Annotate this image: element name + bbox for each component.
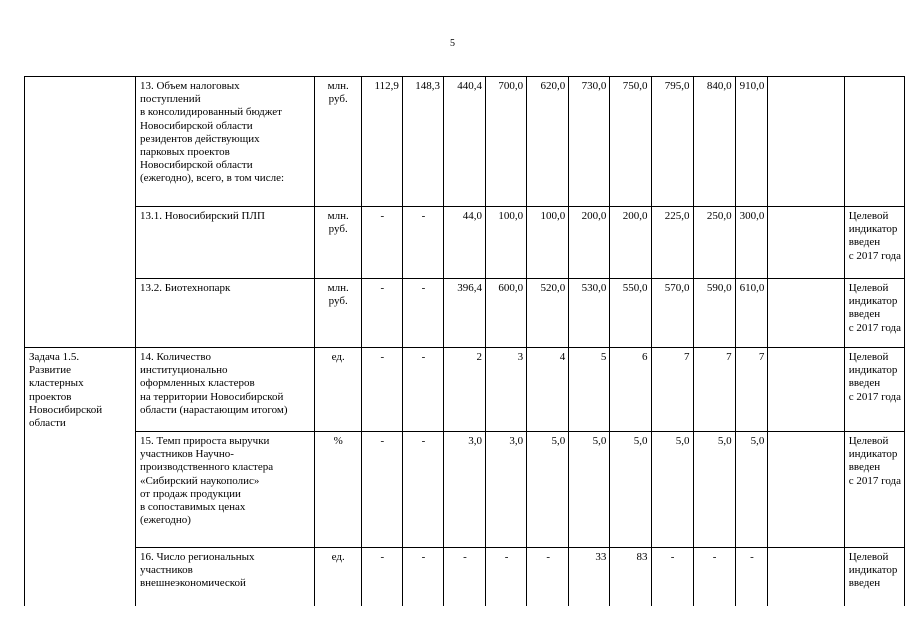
indicators-table — [24, 76, 905, 606]
value-cell: 5,0 — [651, 432, 693, 548]
value-cell: - — [361, 207, 402, 279]
unit-line: руб. — [328, 93, 348, 106]
indicator-line: 15. Темп прироста выручки — [139, 435, 270, 447]
value-cell: 44,0 — [443, 207, 485, 279]
value-cell: 600,0 — [486, 279, 527, 348]
value-cell: 910,0 — [735, 77, 768, 207]
value-cell: 5,0 — [610, 432, 651, 548]
unit-cell — [314, 77, 361, 207]
note-line: введен — [848, 577, 881, 590]
indicator-cell — [135, 279, 314, 348]
value-cell: - — [402, 548, 443, 606]
table-row — [25, 207, 905, 279]
value-cell — [768, 432, 844, 548]
value-cell: - — [443, 548, 485, 606]
value-cell: 4 — [527, 348, 569, 432]
value-cell: 112,9 — [361, 77, 402, 207]
indicator-line: 13. Объем налоговых — [139, 80, 240, 92]
note-line: индикатор — [848, 448, 898, 461]
unit-line: ед. — [331, 351, 345, 363]
value-cell — [768, 279, 844, 348]
value-cell: 3,0 — [486, 432, 527, 548]
task-line: Задача 1.5. — [29, 351, 80, 363]
indicator-cell — [135, 432, 314, 548]
note-cell — [844, 207, 904, 279]
indicator-line: участников — [139, 564, 193, 577]
value-cell: 7 — [651, 348, 693, 432]
value-cell: 2 — [443, 348, 485, 432]
value-cell: 33 — [569, 548, 610, 606]
indicator-line: участников Научно- — [139, 448, 234, 461]
unit-cell — [314, 279, 361, 348]
value-cell: 795,0 — [651, 77, 693, 207]
value-cell: 5,0 — [735, 432, 768, 548]
indicator-line: (ежегодно), всего, в том числе: — [139, 172, 285, 185]
value-cell: 610,0 — [735, 279, 768, 348]
indicator-cell — [135, 548, 314, 606]
indicator-line: поступлений — [139, 93, 201, 106]
value-cell: 7 — [693, 348, 735, 432]
value-cell: 750,0 — [610, 77, 651, 207]
unit-line: ед. — [331, 551, 345, 563]
indicator-cell — [135, 348, 314, 432]
unit-line: % — [333, 435, 343, 447]
note-line: индикатор — [848, 364, 898, 377]
note-line: введен — [848, 377, 881, 390]
unit-cell — [314, 432, 361, 548]
value-cell: 200,0 — [610, 207, 651, 279]
value-cell: - — [651, 548, 693, 606]
unit-cell — [314, 548, 361, 606]
note-line: Целевой — [848, 282, 889, 294]
value-cell: 100,0 — [527, 207, 569, 279]
value-cell: - — [402, 207, 443, 279]
value-cell: 83 — [610, 548, 651, 606]
value-cell: 225,0 — [651, 207, 693, 279]
value-cell: 440,4 — [443, 77, 485, 207]
value-cell: 5,0 — [527, 432, 569, 548]
indicator-line: в сопоставимых ценах — [139, 501, 246, 514]
unit-cell — [314, 348, 361, 432]
value-cell: 3 — [486, 348, 527, 432]
indicator-line: парковых проектов — [139, 146, 230, 159]
table-row — [25, 279, 905, 348]
value-cell: 396,4 — [443, 279, 485, 348]
value-cell: 550,0 — [610, 279, 651, 348]
value-cell: - — [693, 548, 735, 606]
indicator-line: 13.2. Биотехнопарк — [139, 282, 231, 294]
note-line: Целевой — [848, 210, 889, 222]
indicator-line: институционально — [139, 364, 228, 377]
value-cell: 300,0 — [735, 207, 768, 279]
note-line: индикатор — [848, 223, 898, 236]
note-line: Целевой — [848, 351, 889, 363]
indicator-line: внешнеэкономической — [139, 577, 246, 590]
value-cell: 5,0 — [693, 432, 735, 548]
task-line: Развитие — [29, 364, 72, 377]
table-row — [25, 348, 905, 432]
value-cell: 570,0 — [651, 279, 693, 348]
value-cell: - — [361, 348, 402, 432]
value-cell: 520,0 — [527, 279, 569, 348]
value-cell: 5 — [569, 348, 610, 432]
value-cell: 590,0 — [693, 279, 735, 348]
indicator-line: оформленных кластеров — [139, 377, 255, 390]
value-cell — [768, 348, 844, 432]
unit-line: руб. — [328, 223, 348, 236]
value-cell: 700,0 — [486, 77, 527, 207]
indicator-line: в консолидированный бюджет — [139, 106, 282, 119]
indicator-line: производственного кластера — [139, 461, 274, 474]
note-line: введен — [848, 461, 881, 474]
note-line: с 2017 года — [848, 249, 901, 262]
value-cell: - — [361, 548, 402, 606]
page-number: 5 — [450, 38, 455, 49]
indicator-line: Новосибирской области — [139, 159, 253, 172]
value-cell: 620,0 — [527, 77, 569, 207]
value-cell — [768, 207, 844, 279]
note-line: индикатор — [848, 564, 898, 577]
value-cell: - — [486, 548, 527, 606]
value-cell: 840,0 — [693, 77, 735, 207]
indicator-line: от продаж продукции — [139, 487, 241, 500]
note-line: введен — [848, 308, 881, 321]
indicator-line: области (нарастающим итогом) — [139, 403, 288, 416]
table-row — [25, 432, 905, 548]
note-line: Целевой — [848, 435, 889, 447]
unit-line: млн. — [327, 80, 349, 92]
table-row — [25, 548, 905, 606]
note-line: введен — [848, 236, 881, 249]
task-cell — [25, 77, 136, 348]
value-cell: - — [361, 432, 402, 548]
unit-line: млн. — [327, 282, 349, 294]
indicator-line: 16. Число региональных — [139, 551, 255, 563]
task-line: области — [29, 417, 66, 430]
note-cell — [844, 279, 904, 348]
note-line: Целевой — [848, 551, 889, 563]
note-cell — [844, 348, 904, 432]
value-cell: 148,3 — [402, 77, 443, 207]
value-cell: - — [361, 279, 402, 348]
unit-line: млн. — [327, 210, 349, 222]
value-cell: - — [527, 548, 569, 606]
task-line: кластерных — [29, 377, 84, 390]
indicator-line: на территории Новосибирской — [139, 390, 284, 403]
note-line: индикатор — [848, 295, 898, 308]
indicator-line: 14. Количество — [139, 351, 211, 363]
table-row — [25, 77, 905, 207]
value-cell: 100,0 — [486, 207, 527, 279]
task-cell — [25, 348, 136, 606]
note-cell — [844, 432, 904, 548]
value-cell: 3,0 — [443, 432, 485, 548]
note-line: с 2017 года — [848, 474, 901, 487]
value-cell — [768, 77, 844, 207]
value-cell: 530,0 — [569, 279, 610, 348]
indicator-line: «Сибирский наукополис» — [139, 474, 260, 487]
indicator-line: Новосибирской области — [139, 119, 253, 132]
note-line: с 2017 года — [848, 321, 901, 334]
indicator-line: 13.1. Новосибирский ПЛП — [139, 210, 265, 222]
value-cell: 5,0 — [569, 432, 610, 548]
note-line: с 2017 года — [848, 390, 901, 403]
value-cell — [768, 548, 844, 606]
value-cell: 200,0 — [569, 207, 610, 279]
task-line: Новосибирской — [29, 403, 103, 416]
indicator-line: резидентов действующих — [139, 132, 260, 145]
note-cell — [844, 548, 904, 606]
value-cell: - — [402, 348, 443, 432]
indicator-cell — [135, 207, 314, 279]
value-cell: 250,0 — [693, 207, 735, 279]
task-line: проектов — [29, 390, 72, 403]
value-cell: - — [402, 279, 443, 348]
indicator-cell — [135, 77, 314, 207]
note-cell — [844, 77, 904, 207]
value-cell: - — [735, 548, 768, 606]
value-cell: 730,0 — [569, 77, 610, 207]
value-cell: 7 — [735, 348, 768, 432]
unit-line: руб. — [328, 295, 348, 308]
value-cell: - — [402, 432, 443, 548]
value-cell: 6 — [610, 348, 651, 432]
indicator-line: (ежегодно) — [139, 514, 191, 527]
unit-cell — [314, 207, 361, 279]
